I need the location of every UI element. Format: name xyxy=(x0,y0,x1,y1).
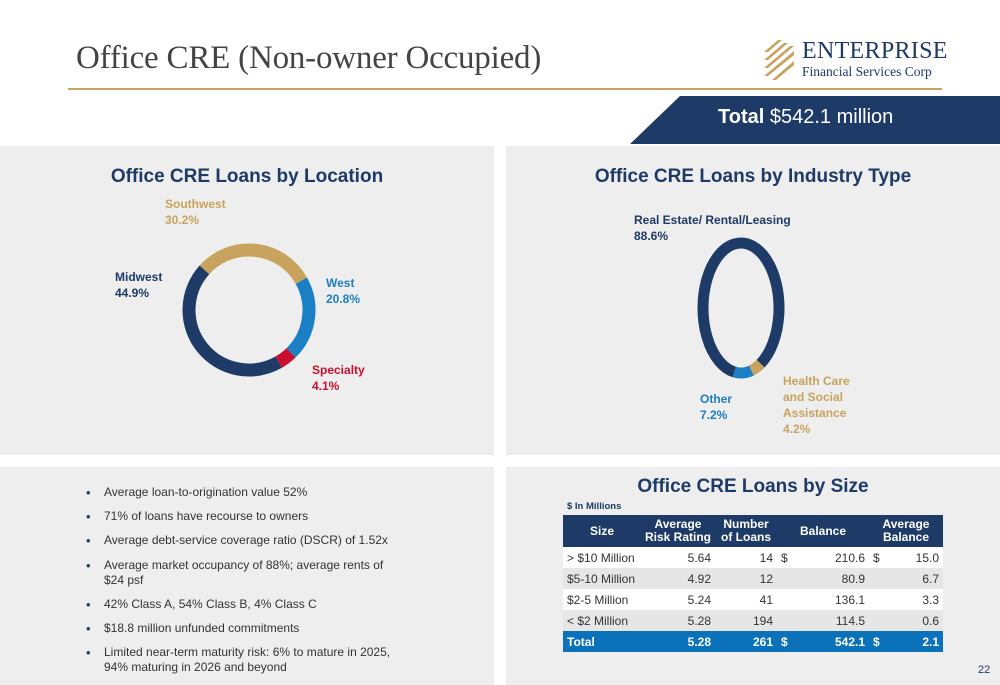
donut-slice-health-care-and-social-assistance xyxy=(751,364,760,371)
specialty-name: Specialty xyxy=(312,363,365,377)
health-care-line1: Health Care xyxy=(783,374,850,388)
cell-loans: 14 xyxy=(715,547,777,568)
cell-loans: 261 xyxy=(715,631,777,652)
cell-currency: $ xyxy=(869,547,883,568)
cell-size: $2-5 Million xyxy=(563,589,641,610)
cell-currency: $ xyxy=(777,547,791,568)
other-pct: 7.2% xyxy=(700,408,728,422)
cell-size: $5-10 Million xyxy=(563,568,641,589)
cell-size: > $10 Million xyxy=(563,547,641,568)
other-name: Other xyxy=(700,392,733,406)
cell-currency xyxy=(777,568,791,589)
logo-name: ENTERPRISE xyxy=(802,38,948,64)
table-row xyxy=(563,589,943,610)
cell-loans: 41 xyxy=(715,589,777,610)
size-table-title: Office CRE Loans by Size xyxy=(637,476,869,497)
cell-rating: 5.28 xyxy=(641,610,715,631)
cell-balance: 114.5 xyxy=(791,610,869,631)
col-avg: Average Balance xyxy=(869,515,943,547)
cell-size: < $2 Million xyxy=(563,610,641,631)
location-chart-title: Office CRE Loans by Location xyxy=(110,166,384,187)
col-balance: Balance xyxy=(777,515,869,547)
col-loans: Number of Loans xyxy=(715,515,777,547)
cell-currency xyxy=(777,610,791,631)
units-note: $ In Millions xyxy=(567,501,622,512)
title-divider xyxy=(68,88,942,90)
cell-avg: 3.3 xyxy=(883,589,943,610)
donut-slice-real-estate-rental-leasing xyxy=(703,243,779,372)
midwest-pct: 44.9% xyxy=(115,286,150,300)
west-label xyxy=(326,275,360,307)
cell-currency xyxy=(777,589,791,610)
size-table xyxy=(563,515,943,652)
list-item: • 71% of loans have recourse to owners xyxy=(86,509,406,524)
health-care-line2: and Social xyxy=(783,390,844,404)
midwest-name: Midwest xyxy=(115,270,163,284)
industry-chart-title: Office CRE Loans by Industry Type xyxy=(594,166,912,187)
cell-currency xyxy=(869,610,883,631)
cell-rating: 4.92 xyxy=(641,568,715,589)
location-donut-chart xyxy=(179,240,319,380)
list-item: • Limited near-term maturity risk: 6% to mature in 2025, 94% maturing in 2026 and beyond xyxy=(86,645,406,675)
donut-slice-midwest xyxy=(189,270,279,370)
list-item: • Average market occupancy of 88%; average rents of $24 psf xyxy=(86,558,406,588)
cell-balance: 80.9 xyxy=(791,568,869,589)
cell-rating: 5.24 xyxy=(641,589,715,610)
list-item: • Average loan-to-origination value 52% xyxy=(86,485,406,500)
west-name: West xyxy=(326,276,355,290)
total-value: $542.1 million xyxy=(769,106,894,128)
cell-currency: $ xyxy=(869,631,883,652)
cell-size: Total xyxy=(563,631,641,652)
real-estate-label xyxy=(634,212,791,244)
cell-currency xyxy=(869,589,883,610)
cell-avg: 2.1 xyxy=(883,631,943,652)
cell-avg: 6.7 xyxy=(883,568,943,589)
other-label xyxy=(700,391,732,423)
logo-subtitle: Financial Services Corp xyxy=(802,64,932,79)
southwest-name: Southwest xyxy=(165,197,226,211)
real-estate-pct: 88.6% xyxy=(634,229,669,243)
cell-currency: $ xyxy=(777,631,791,652)
donut-slice-other xyxy=(734,371,751,373)
donut-slice-southwest xyxy=(204,250,301,281)
cell-balance: 210.6 xyxy=(791,547,869,568)
donut-slice-specialty xyxy=(279,353,291,362)
highlights-list xyxy=(86,485,406,684)
west-pct: 20.8% xyxy=(326,292,361,306)
total-label xyxy=(718,106,893,129)
health-care-label xyxy=(783,373,850,437)
southwest-pct: 30.2% xyxy=(165,213,200,227)
table-row xyxy=(563,568,943,589)
page-number: 22 xyxy=(978,664,991,676)
cell-rating: 5.28 xyxy=(641,631,715,652)
specialty-pct: 4.1% xyxy=(312,379,340,393)
list-item: • Average debt-service coverage ratio (DSCR) of 1.52x xyxy=(86,533,406,548)
table-header-row xyxy=(563,515,943,547)
table-row xyxy=(563,610,943,631)
cell-currency xyxy=(869,568,883,589)
donut-slice-west xyxy=(291,281,309,353)
page-title: Office CRE (Non-owner Occupied) xyxy=(76,40,542,76)
total-bold: Total xyxy=(718,106,765,128)
cell-avg: 15.0 xyxy=(883,547,943,568)
table-total-row xyxy=(563,631,943,652)
list-item: • $18.8 million unfunded commitments xyxy=(86,621,406,636)
midwest-label xyxy=(115,269,162,301)
table-row xyxy=(563,547,943,568)
list-item: • 42% Class A, 54% Class B, 4% Class C xyxy=(86,597,406,612)
health-care-line3: Assistance xyxy=(783,406,847,420)
southwest-label xyxy=(165,196,226,228)
cell-loans: 12 xyxy=(715,568,777,589)
company-logo xyxy=(760,38,948,84)
specialty-label xyxy=(312,362,365,394)
cell-avg: 0.6 xyxy=(883,610,943,631)
cell-balance: 136.1 xyxy=(791,589,869,610)
col-size: Size xyxy=(563,515,641,547)
health-care-pct: 4.2% xyxy=(783,422,811,436)
real-estate-name: Real Estate/ Rental/Leasing xyxy=(634,213,791,227)
col-rating: Average Risk Rating xyxy=(641,515,715,547)
enterprise-logo-mark-icon xyxy=(760,38,798,82)
industry-donut-chart xyxy=(693,233,789,383)
cell-balance: 542.1 xyxy=(791,631,869,652)
cell-rating: 5.64 xyxy=(641,547,715,568)
cell-loans: 194 xyxy=(715,610,777,631)
